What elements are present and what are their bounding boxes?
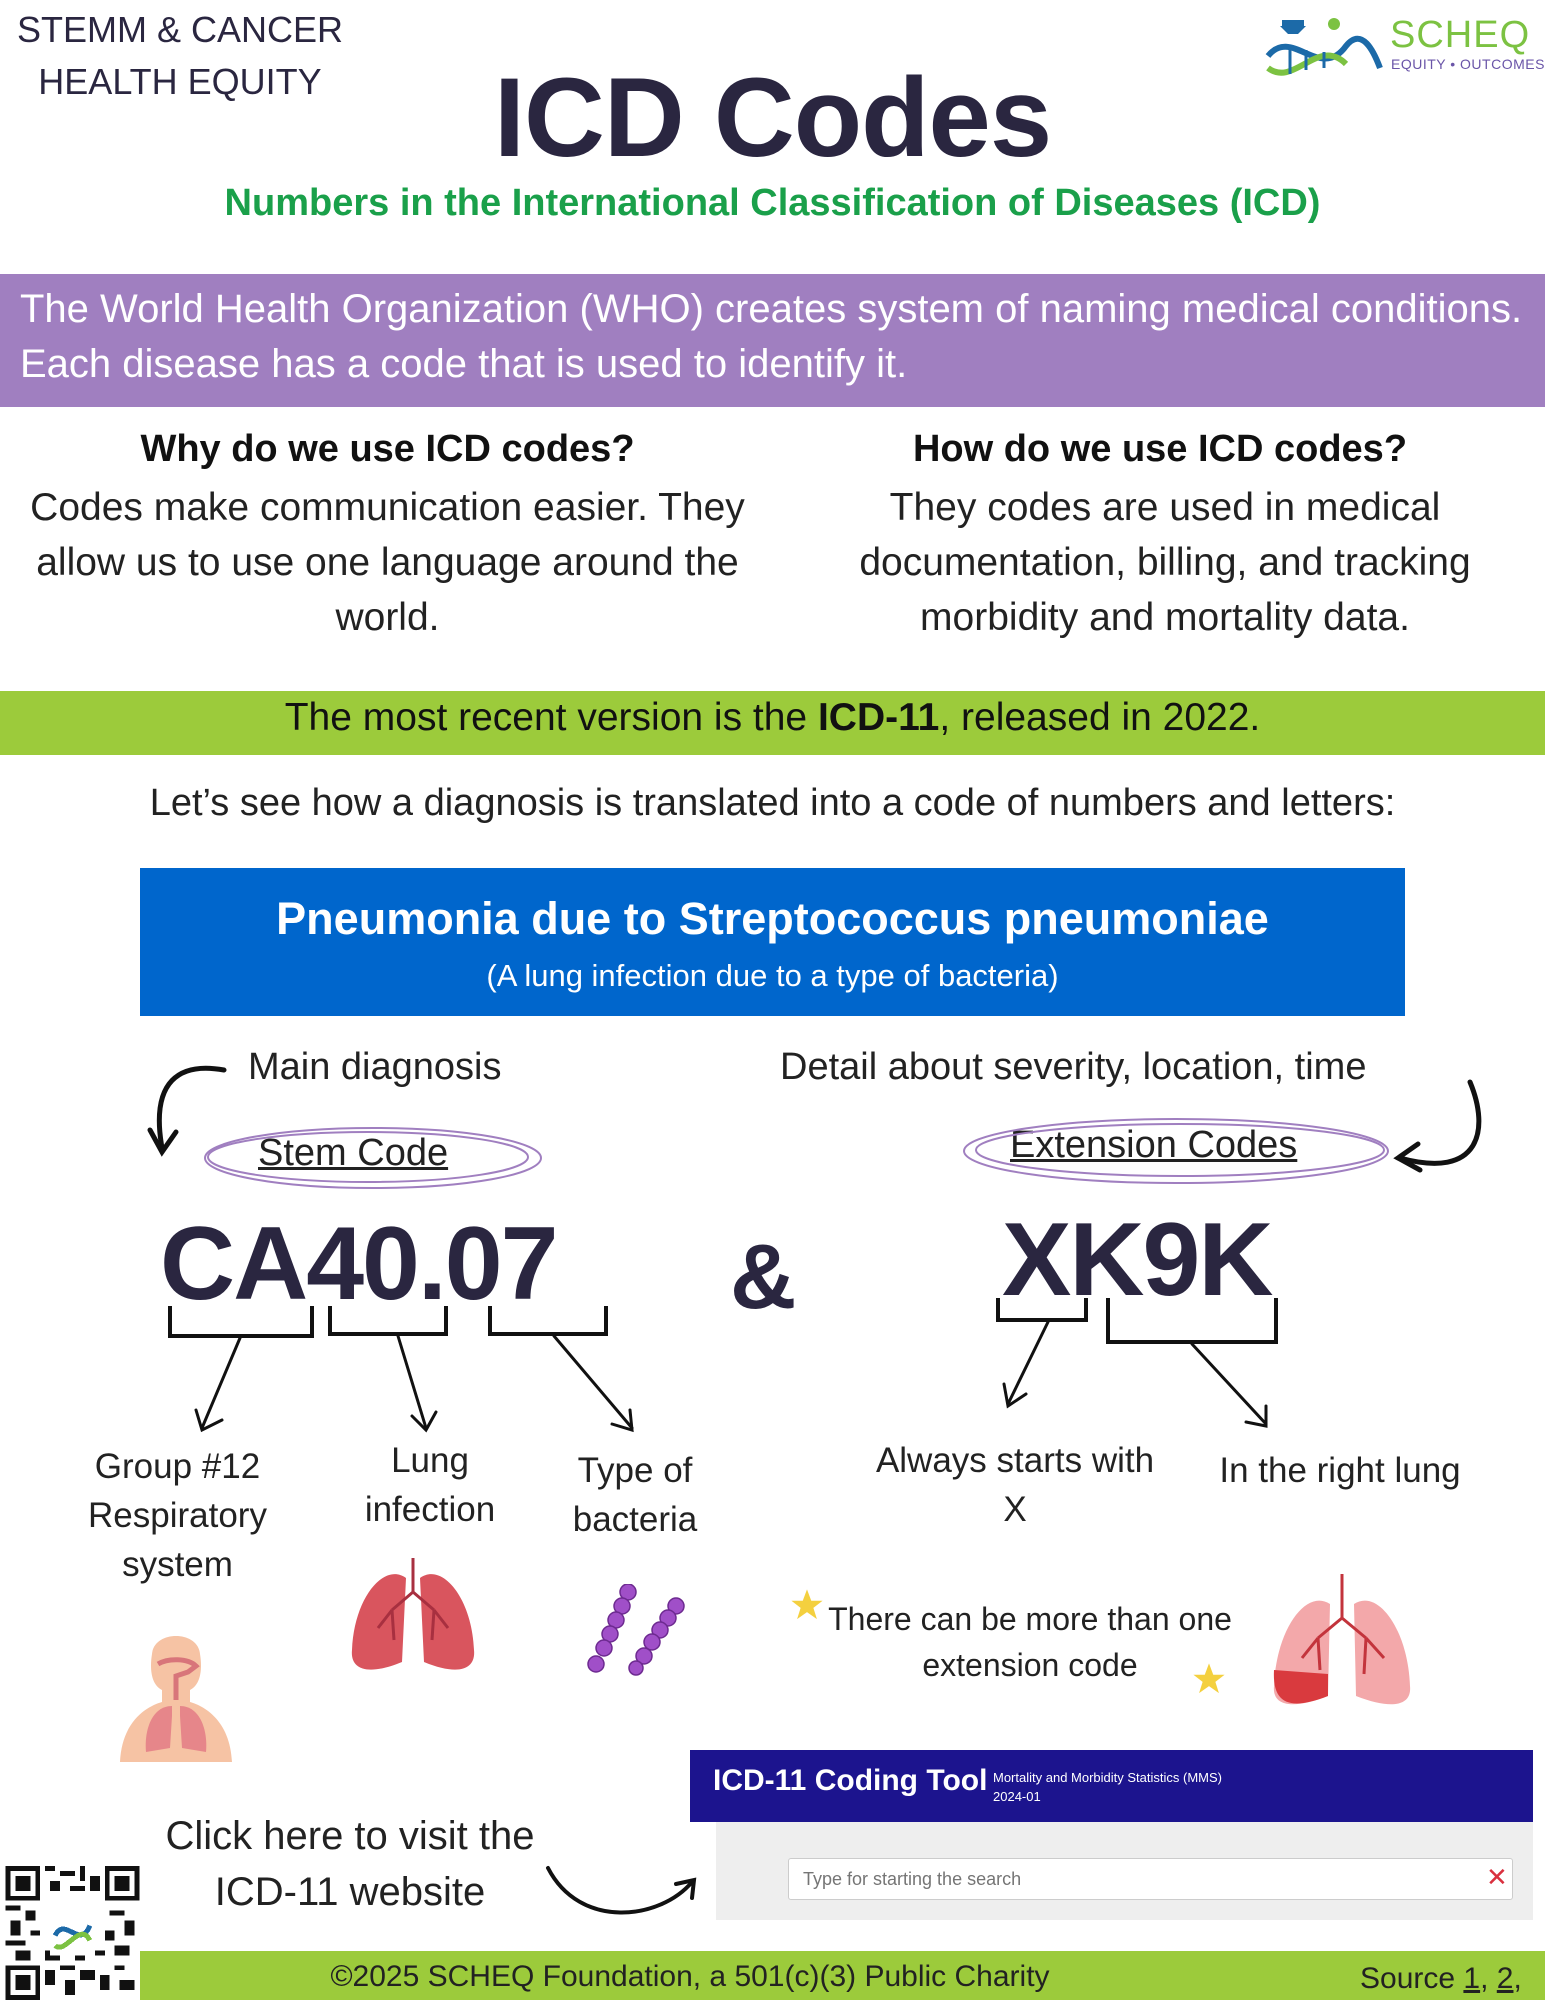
org-line-2: HEALTH EQUITY bbox=[38, 61, 322, 102]
stem-caption: Main diagnosis bbox=[248, 1046, 502, 1088]
how-heading: How do we use ICD codes? bbox=[912, 428, 1408, 470]
footer-sources bbox=[1360, 1962, 1522, 1996]
ampersand: & bbox=[730, 1226, 797, 1328]
stem-part-group: Group #12 Respiratory system bbox=[88, 1447, 267, 1584]
source-separator: , bbox=[1480, 1962, 1489, 1995]
how-body: They codes are used in medical documentation, billing, and tracking morbidity and mortality data. bbox=[859, 486, 1471, 639]
page-title: ICD Codes bbox=[493, 55, 1052, 180]
lungs-icon bbox=[348, 1558, 478, 1678]
star-icon bbox=[790, 1588, 824, 1622]
extension-note: There can be more than one extension code bbox=[828, 1601, 1232, 1683]
extension-caption: Detail about severity, location, time bbox=[780, 1046, 1367, 1088]
why-heading: Why do we use ICD codes? bbox=[140, 428, 635, 470]
arrow-curved-icon bbox=[150, 1068, 224, 1152]
close-icon[interactable]: ✕ bbox=[1486, 1862, 1508, 1892]
version-suffix: , released in 2022. bbox=[939, 696, 1261, 739]
coding-tool-subtitle-line-2: 2024-01 bbox=[993, 1789, 1041, 1804]
arrow-curved-icon bbox=[1398, 1082, 1479, 1170]
bacteria-icon bbox=[584, 1584, 688, 1676]
logo-tagline: EQUITY • OUTCOMES bbox=[1391, 56, 1545, 72]
search-input[interactable] bbox=[788, 1858, 1513, 1900]
intro-line: Let’s see how a diagnosis is translated into a code of numbers and letters: bbox=[149, 782, 1396, 824]
page-subtitle: Numbers in the International Classification of Diseases (ICD) bbox=[224, 182, 1321, 224]
visit-website-link[interactable]: Click here to visit the ICD-11 website bbox=[165, 1814, 535, 1914]
footer-copyright: ©2025 SCHEQ Foundation, a 501(c)(3) Public Charity bbox=[330, 1960, 1050, 1993]
intro-band-text: The World Health Organization (WHO) creates system of naming medical conditions. Each disease has a code that is used to identify it. bbox=[20, 287, 1523, 386]
diagnosis-name: Pneumonia due to Streptococcus pneumoniae bbox=[276, 893, 1269, 944]
logo-name: SCHEQ bbox=[1390, 14, 1531, 56]
coding-tool-subtitle-line-1: Mortality and Morbidity Statistics (MMS) bbox=[993, 1770, 1222, 1785]
extension-part-x: Always starts with X bbox=[875, 1441, 1155, 1529]
qr-code-icon[interactable] bbox=[5, 1866, 140, 2000]
diagnosis-description: (A lung infection due to a type of bacteria) bbox=[486, 958, 1059, 993]
right-lung-icon bbox=[1272, 1574, 1412, 1714]
source-link-2[interactable]: 2 bbox=[1496, 1962, 1514, 1995]
extension-part-right-lung: In the right lung bbox=[1219, 1451, 1461, 1490]
version-name: ICD-11 bbox=[817, 696, 940, 739]
version-prefix: The most recent version is the bbox=[284, 696, 818, 739]
extension-code: XK9K bbox=[1002, 1202, 1272, 1318]
respiratory-system-icon bbox=[118, 1610, 234, 1762]
source-separator: , bbox=[1513, 1962, 1522, 1995]
coding-tool-title: ICD-11 Coding Tool bbox=[713, 1764, 988, 1797]
coding-tool-subtitle bbox=[993, 1768, 1222, 1806]
stem-part-lung-infection: Lung infection bbox=[364, 1441, 496, 1529]
stem-label: Stem Code bbox=[258, 1132, 449, 1174]
extension-label: Extension Codes bbox=[1010, 1124, 1298, 1166]
stem-part-bacteria: Type of bacteria bbox=[572, 1451, 698, 1539]
source-link-1[interactable]: 1 bbox=[1463, 1962, 1481, 1995]
logo-in-qr-icon bbox=[50, 1911, 95, 1956]
stem-code: CA40.07 bbox=[160, 1206, 557, 1322]
why-body: Codes make communication easier. They allow us to use one language around the world. bbox=[30, 486, 745, 639]
sources-label: Source bbox=[1360, 1962, 1456, 1995]
arrow-curved-icon bbox=[548, 1868, 694, 1913]
org-line-1: STEMM & CANCER bbox=[16, 9, 344, 50]
